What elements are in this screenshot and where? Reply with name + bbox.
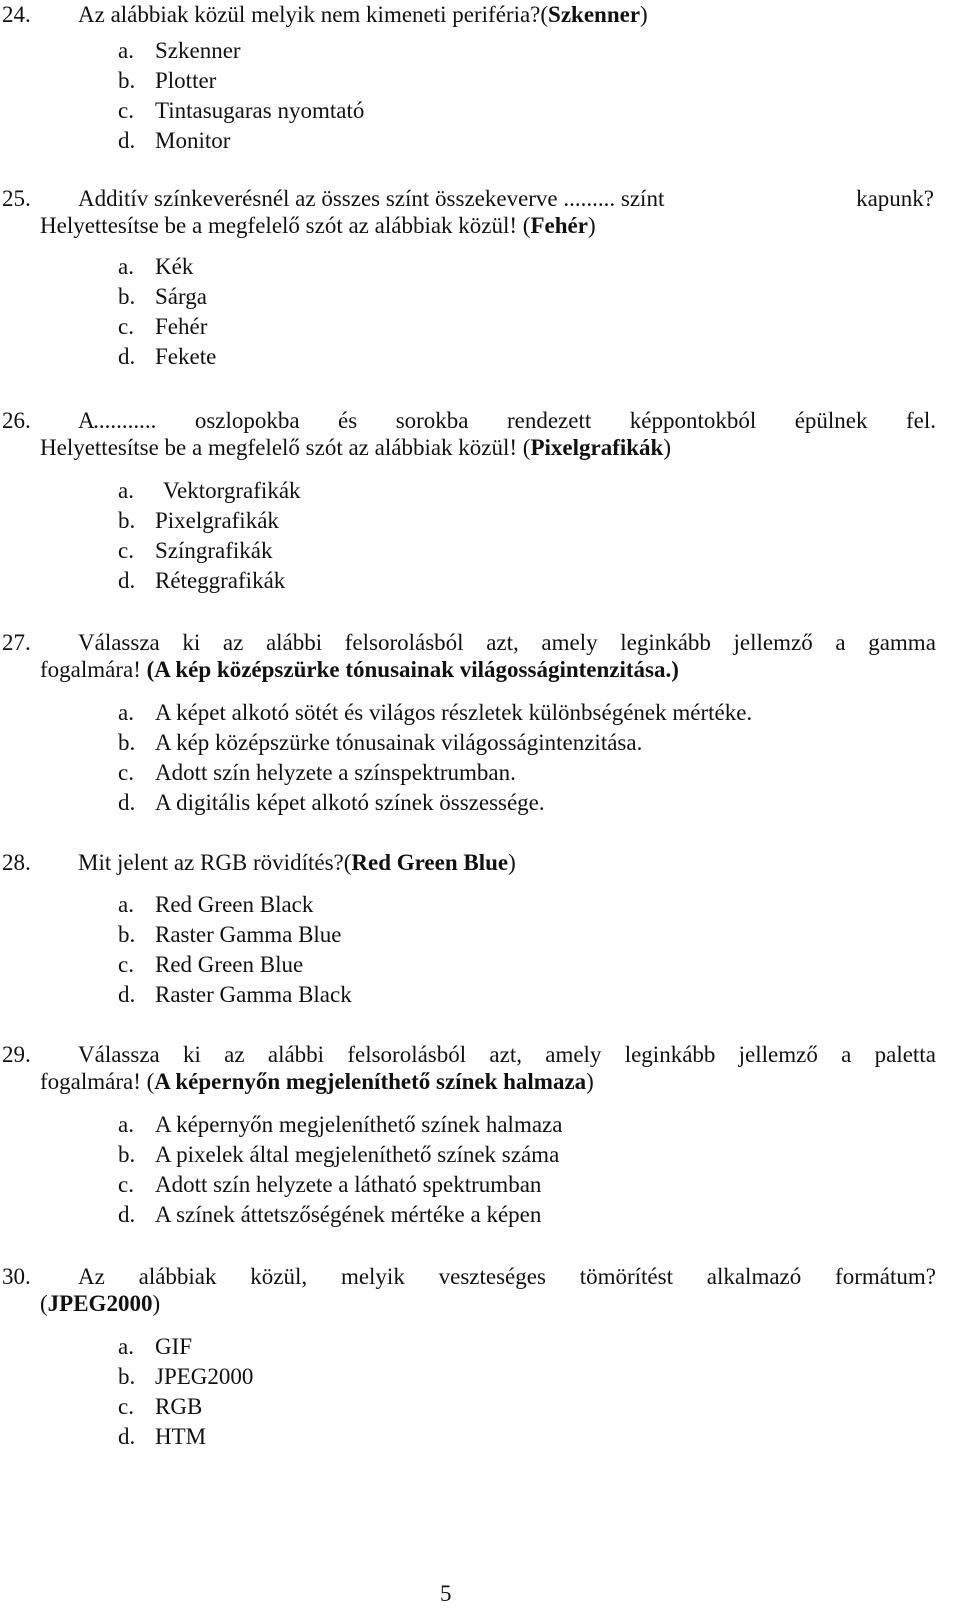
option-a [118, 36, 241, 66]
option-b [118, 1140, 559, 1170]
question-28-stem [0, 848, 960, 878]
question-text-body: fogalmára! [40, 657, 147, 682]
option-text: A képernyőn megjeleníthető színek halmaza [155, 1112, 563, 1137]
word: épülnek [794, 408, 868, 433]
option-text: A színek áttetszőségének mértéke a képen [155, 1202, 542, 1227]
option-letter: a. [118, 478, 134, 503]
option-b [118, 506, 279, 536]
option-text: Réteggrafikák [155, 568, 286, 593]
option-b [118, 728, 642, 758]
option-letter: d. [118, 1424, 136, 1449]
option-letter: d. [118, 982, 136, 1007]
question-26-stem [0, 406, 960, 436]
word: leginkább [620, 630, 711, 655]
closing-paren: ) [508, 850, 516, 875]
option-text: A képet alkotó sötét és világos részletek különbségének mértéke. [155, 700, 753, 725]
option-text: Plotter [155, 68, 217, 93]
option-text: Red Green Blue [155, 952, 304, 977]
option-c [118, 950, 303, 980]
option-text: Szkenner [155, 38, 241, 63]
option-letter: b. [118, 1142, 136, 1167]
word: alábbi [265, 630, 323, 655]
option-text: Színgrafikák [155, 538, 273, 563]
option-d [118, 126, 230, 156]
question-text-line2 [40, 211, 596, 241]
question-text-line2 [40, 1289, 160, 1319]
word: oszlopokba [194, 408, 300, 433]
opening-paren: ( [40, 1291, 48, 1316]
question-26-stem-line2 [0, 433, 960, 463]
correct-answer: Fehér [530, 213, 588, 238]
word: formátum? [835, 1264, 936, 1289]
question-text-line2 [40, 655, 679, 685]
option-letter: a. [118, 1112, 134, 1137]
option-text: Vektorgrafikák [163, 478, 301, 503]
option-letter: b. [118, 508, 136, 533]
correct-answer: Pixelgrafikák [530, 435, 664, 460]
word: közül, [250, 1264, 308, 1289]
option-letter: c. [118, 314, 134, 339]
word: sorokba [395, 408, 469, 433]
word: A [78, 408, 95, 433]
word: a [835, 630, 846, 655]
word: és [338, 408, 358, 433]
option-text: A kép középszürke tónusainak világosságintenzitása. [155, 730, 643, 755]
question-29-stem-line2 [0, 1067, 960, 1097]
option-letter: d. [118, 790, 136, 815]
option-a [118, 698, 752, 728]
word: Válassza [78, 630, 160, 655]
question-text-line2 [40, 433, 671, 463]
option-letter: b. [118, 1364, 136, 1389]
question-text [78, 0, 648, 30]
word: azt, [486, 630, 519, 655]
word: gamma [868, 630, 936, 655]
option-letter: d. [118, 1202, 136, 1227]
question-text-end: kapunk? [856, 186, 934, 211]
closing-paren: ) [640, 2, 648, 27]
option-text: Raster Gamma Black [155, 982, 352, 1007]
option-text: Red Green Black [155, 892, 314, 917]
option-b [118, 282, 207, 312]
option-text: Sárga [155, 284, 207, 309]
closing-paren: ) [586, 1069, 594, 1094]
option-text: RGB [155, 1394, 203, 1419]
option-c [118, 96, 364, 126]
word: ........... [93, 408, 157, 433]
word: veszteséges [438, 1264, 546, 1289]
option-a [118, 252, 193, 282]
option-c [118, 1392, 202, 1422]
option-text: Fehér [155, 314, 208, 339]
option-letter: b. [118, 68, 136, 93]
option-letter: a. [118, 1334, 134, 1359]
option-a [118, 476, 301, 506]
word: felsorolásból [347, 1042, 467, 1067]
option-d [118, 980, 352, 1010]
question-text [78, 628, 936, 658]
option-letter: a. [118, 38, 134, 63]
word: jellemző [733, 630, 813, 655]
question-number: 26. [2, 408, 31, 433]
question-number: 28. [2, 850, 31, 875]
option-letter: c. [118, 952, 134, 977]
question-number: 25. [2, 186, 31, 211]
option-text: Raster Gamma Blue [155, 922, 342, 947]
question-number: 29. [2, 1042, 31, 1067]
question-number: 30. [2, 1264, 31, 1289]
word: az [222, 630, 244, 655]
option-d [118, 1422, 206, 1452]
option-a [118, 1110, 562, 1140]
word: leginkább [624, 1042, 716, 1067]
option-letter: d. [118, 568, 136, 593]
word: Az [78, 1264, 105, 1289]
option-text: GIF [155, 1334, 193, 1359]
word: alábbiak [138, 1264, 217, 1289]
option-text: Kék [155, 254, 194, 279]
word: az [224, 1042, 245, 1067]
option-letter: c. [118, 98, 134, 123]
option-d [118, 788, 545, 818]
question-text-body: fogalmára! ( [40, 1069, 155, 1094]
word: fel. [905, 408, 936, 433]
question-25-stem [0, 184, 960, 214]
option-b [118, 1362, 253, 1392]
option-text: Tintasugaras nyomtató [155, 98, 365, 123]
question-text: Additív színkeverésnél az összes színt összekeverve ......... színt [78, 186, 665, 211]
option-d [118, 342, 216, 372]
correct-answer: JPEG2000 [47, 1291, 153, 1316]
option-a [118, 1332, 192, 1362]
correct-answer: A képernyőn megjeleníthető színek halmaza [154, 1069, 587, 1094]
question-24-stem [0, 0, 960, 30]
option-letter: d. [118, 128, 136, 153]
option-letter: a. [118, 254, 134, 279]
option-c [118, 536, 273, 566]
word: amely [545, 1042, 602, 1067]
option-letter: b. [118, 284, 136, 309]
word: képpontokból [629, 408, 757, 433]
question-29-stem [0, 1040, 960, 1070]
option-text: Adott szín helyzete a színspektrumban. [155, 760, 516, 785]
question-30-stem [0, 1262, 960, 1292]
word: paletta [874, 1042, 936, 1067]
word: tömörítést [579, 1264, 673, 1289]
option-text: A digitális képet alkotó színek összessége. [155, 790, 545, 815]
option-letter: c. [118, 760, 134, 785]
option-a [118, 890, 313, 920]
word: Válassza [78, 1042, 160, 1067]
question-text-body: Az alábbiak közül melyik nem kimeneti periféria?( [78, 2, 549, 27]
question-text [78, 1262, 936, 1292]
word: felsorolásból [344, 630, 464, 655]
option-letter: c. [118, 538, 134, 563]
option-text: Pixelgrafikák [155, 508, 279, 533]
option-text: Adott szín helyzete a látható spektrumban [155, 1172, 542, 1197]
option-c [118, 758, 516, 788]
word: azt, [489, 1042, 522, 1067]
word: melyik [340, 1264, 405, 1289]
closing-paren: ) [587, 213, 596, 238]
question-text [78, 1040, 936, 1070]
question-number: 27. [2, 630, 31, 655]
question-27-stem [0, 628, 960, 658]
question-25-stem-line2 [0, 211, 960, 241]
word: rendezett [506, 408, 592, 433]
option-b [118, 66, 216, 96]
question-text-body: Helyettesítse be a megfelelő szót az alábbiak közül! ( [40, 213, 531, 238]
option-b [118, 920, 342, 950]
option-letter: b. [118, 922, 136, 947]
closing-paren: ) [152, 1291, 161, 1316]
question-27-stem-line2 [0, 655, 960, 685]
correct-answer: (A kép középszürke tónusainak világosságintenzitása.) [146, 657, 679, 682]
word: a [841, 1042, 852, 1067]
page-number: 5 [440, 1581, 452, 1606]
question-text-body: Helyettesítse be a megfelelő szót az alábbiak közül! ( [40, 435, 531, 460]
word: alkalmazó [706, 1264, 802, 1289]
option-letter: d. [118, 344, 136, 369]
question-text-line2 [40, 1067, 594, 1097]
option-letter: a. [118, 700, 134, 725]
word: ki [182, 630, 201, 655]
correct-answer: Red Green Blue [351, 850, 509, 875]
closing-paren: ) [663, 435, 672, 460]
option-c [118, 1170, 541, 1200]
word: ki [183, 1042, 201, 1067]
question-30-stem-line2 [0, 1289, 960, 1319]
option-letter: c. [118, 1172, 134, 1197]
option-text: Fekete [155, 344, 217, 369]
word: jellemző [738, 1042, 818, 1067]
question-number: 24. [2, 2, 31, 27]
option-c [118, 312, 207, 342]
option-d [118, 566, 285, 596]
question-text [78, 848, 516, 878]
option-letter: a. [118, 892, 134, 917]
option-letter: b. [118, 730, 136, 755]
option-text: HTM [155, 1424, 207, 1449]
option-text: Monitor [155, 128, 231, 153]
word: alábbi [267, 1042, 325, 1067]
question-text [78, 406, 936, 436]
option-letter: c. [118, 1394, 134, 1419]
correct-answer: Szkenner [548, 2, 641, 27]
question-text-body: Mit jelent az RGB rövidítés?( [78, 850, 352, 875]
option-text: A pixelek által megjeleníthető színek száma [155, 1142, 560, 1167]
option-text: JPEG2000 [155, 1364, 254, 1389]
word: amely [541, 630, 598, 655]
option-d [118, 1200, 541, 1230]
